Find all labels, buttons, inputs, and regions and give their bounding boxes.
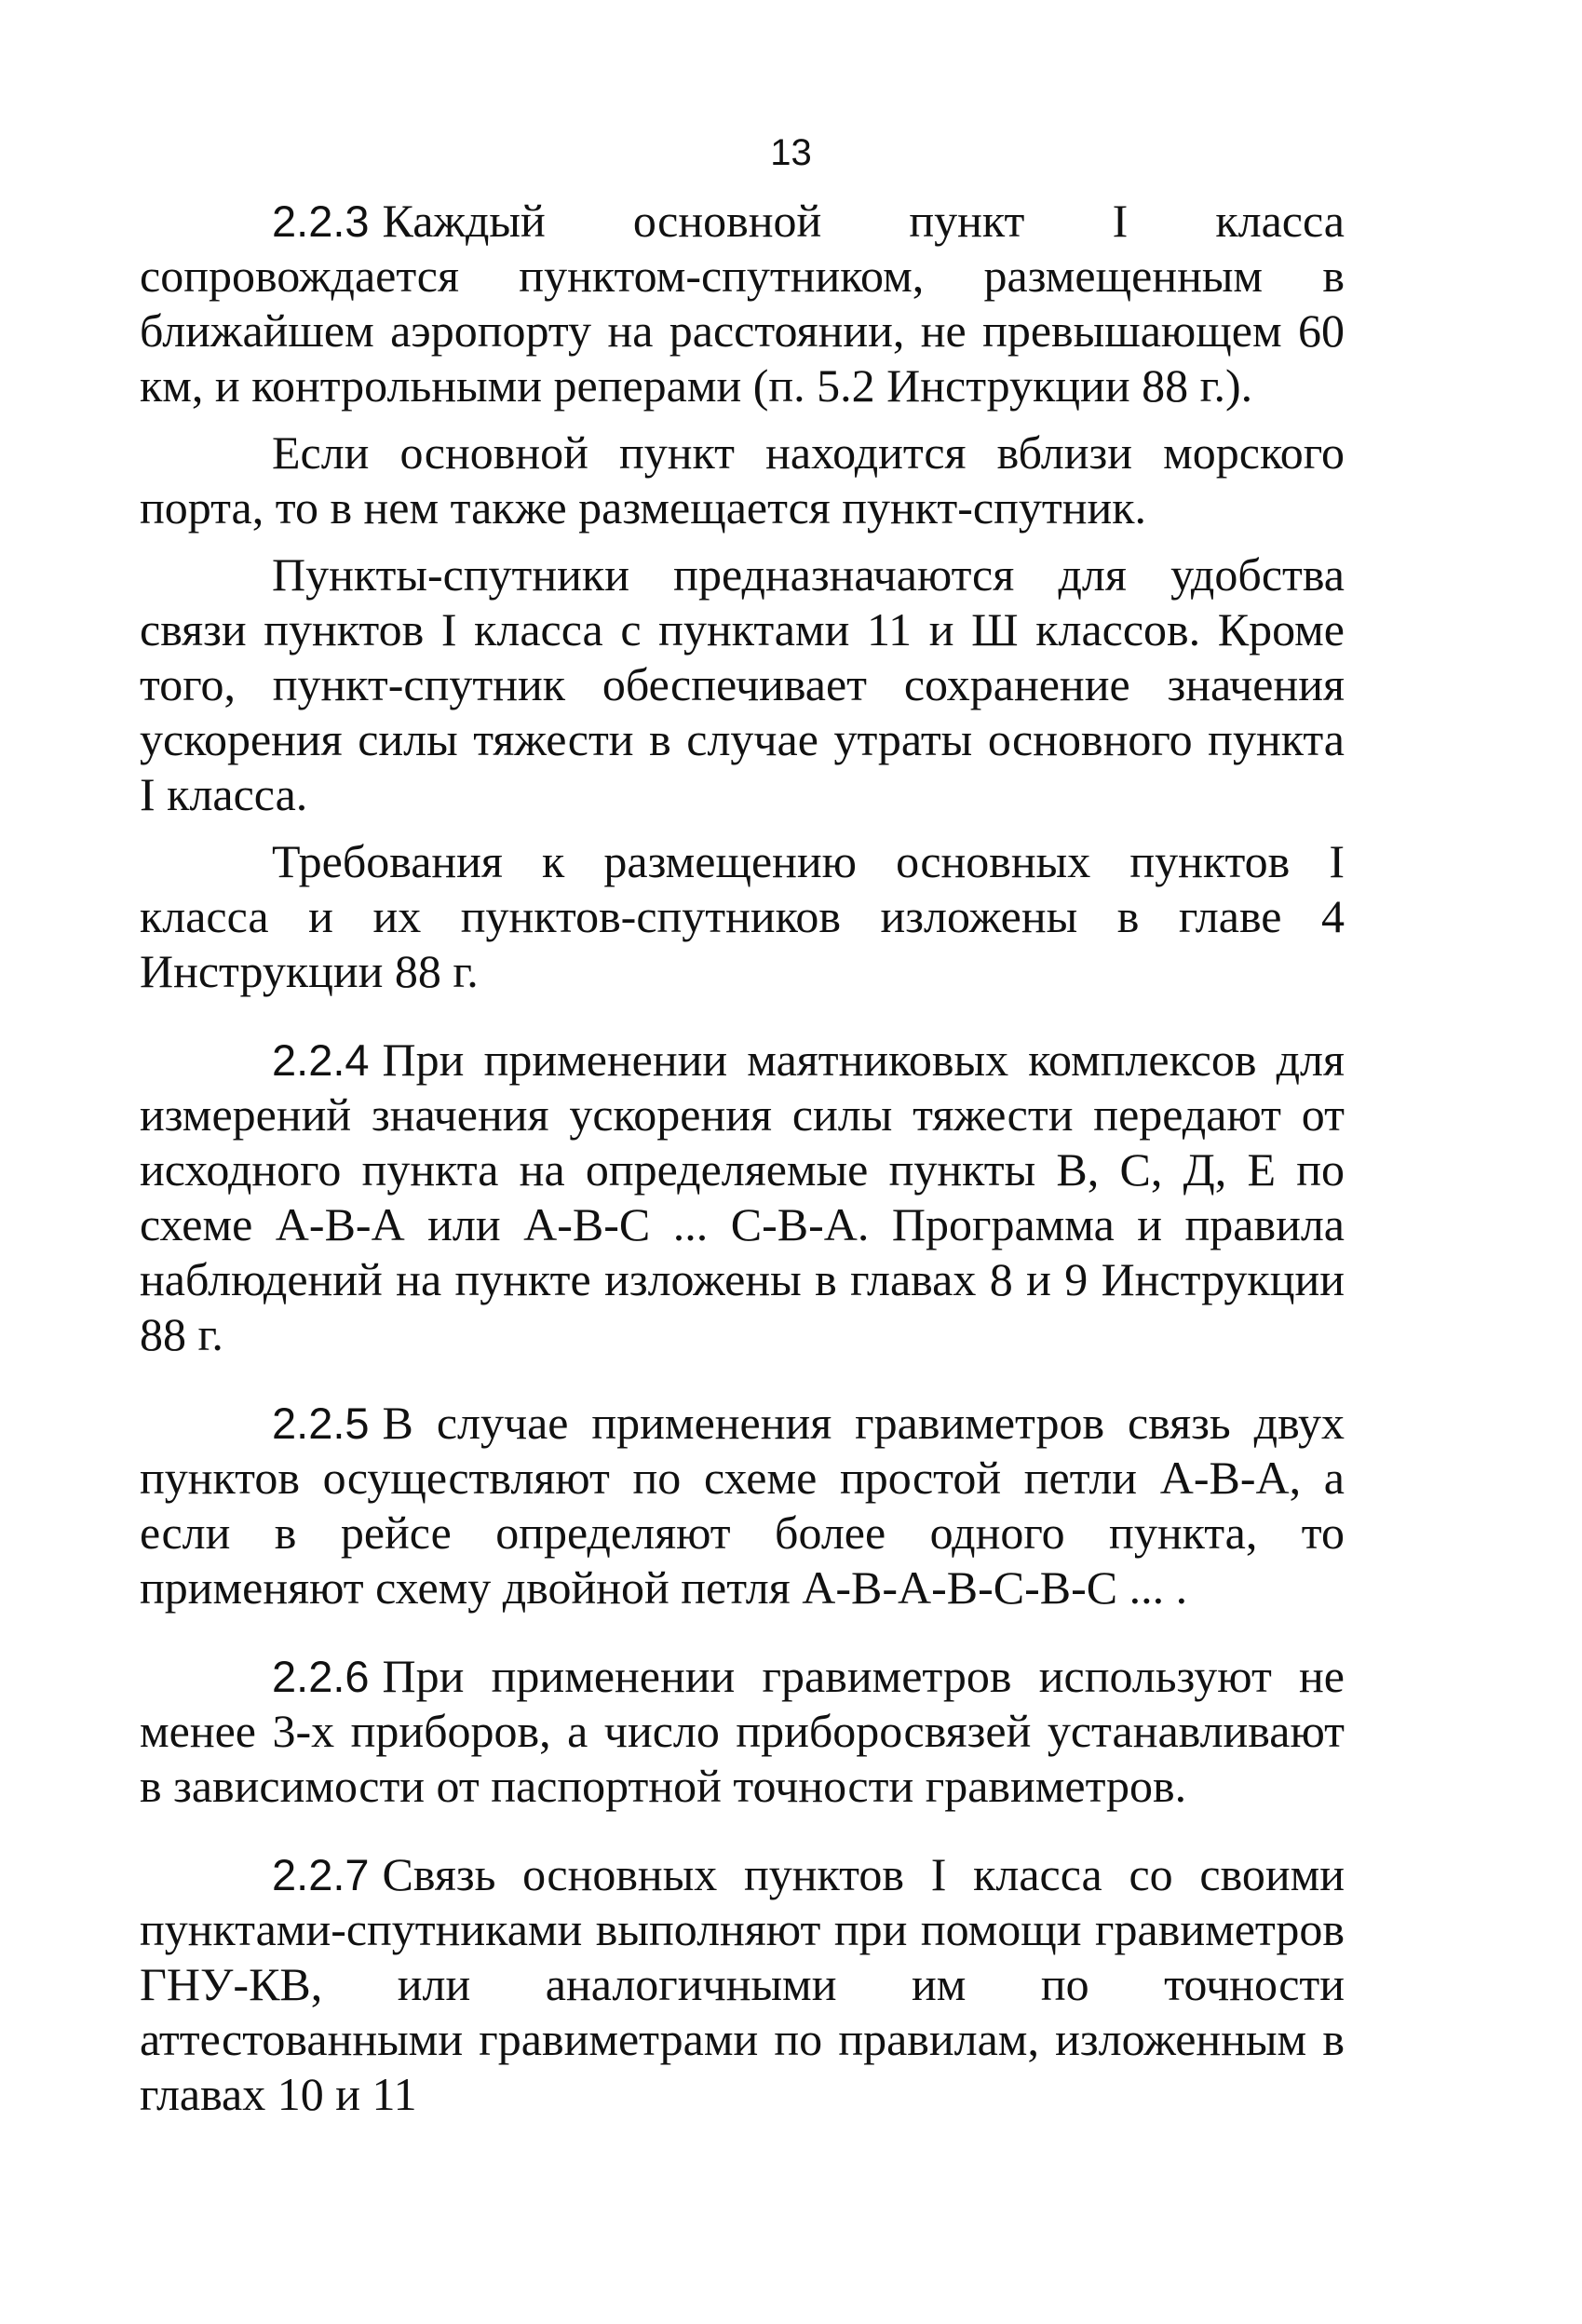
section-number: 2.2.7 [272,1850,370,1899]
section-number: 2.2.6 [272,1652,370,1701]
paragraph-2-2-7 [140,1847,1345,2122]
paragraph [140,547,1345,822]
paragraph-text: Каждый основной пункт I класса сопровождается пунктом-спутником, размещенным в ближайшем аэропорту на расстоянии, не превышающем 60 км, и контрольными реперами (п. 5.2 Инструкции 88 г.). [140,195,1345,412]
paragraph-text: Требования к размещению основных пунктов I класса и их пунктов-спутников изложены в главе 4 Инструкции 88 г. [140,835,1345,997]
section-number: 2.2.4 [272,1035,370,1085]
section-number: 2.2.5 [272,1398,370,1448]
page-number: 13 [770,132,812,173]
paragraph-text: Пункты-спутники предназначаются для удобства связи пунктов I класса с пунктами 11 и Ш классов. Кроме того, пункт-спутник обеспечивает сохранение значения ускорения силы тяжести в случае утраты основного пункта I класса. [140,548,1345,820]
section-number: 2.2.3 [272,196,370,246]
paragraph-2-2-3 [140,194,1345,413]
paragraph [140,834,1345,999]
paragraph-text: Связь основных пунктов I класса со своими пунктами-спутниками выполняют при помощи гравиметров ГНУ-КВ, или аналогичными им по точности аттестованными гравиметрами по правилам, изложенным в главах 10 и 11 [140,1848,1345,2120]
paragraph-2-2-5 [140,1396,1345,1615]
paragraph-2-2-6 [140,1649,1345,1814]
paragraph-2-2-4 [140,1033,1345,1362]
document-body [140,194,1345,2122]
paragraph-text: При применении гравиметров используют не менее 3-х приборов, а число приборосвязей устанавливают в зависимости от паспортной точности гравиметров. [140,1650,1345,1812]
paragraph [140,426,1345,535]
paragraph-text: При применении маятниковых комплексов для измерений значения ускорения силы тяжести передают от исходного пункта на определяемые пункты В, С, Д, Е по схеме А-В-А или А-В-С ... С-В-А. Программа и правила наблюдений на пункте изложены в главах 8 и 9 Инструкции 88 г. [140,1034,1345,1360]
paragraph-text: В случае применения гравиметров связь двух пунктов осуществляют по схеме простой петли А-В-А, а если в рейсе определяют более одного пункта, то применяют схему двойной петля А-В-А-В-С-В-С ... . [140,1397,1345,1614]
paragraph-text: Если основной пункт находится вблизи морского порта, то в нем также размещается пункт-спутник. [140,426,1345,534]
